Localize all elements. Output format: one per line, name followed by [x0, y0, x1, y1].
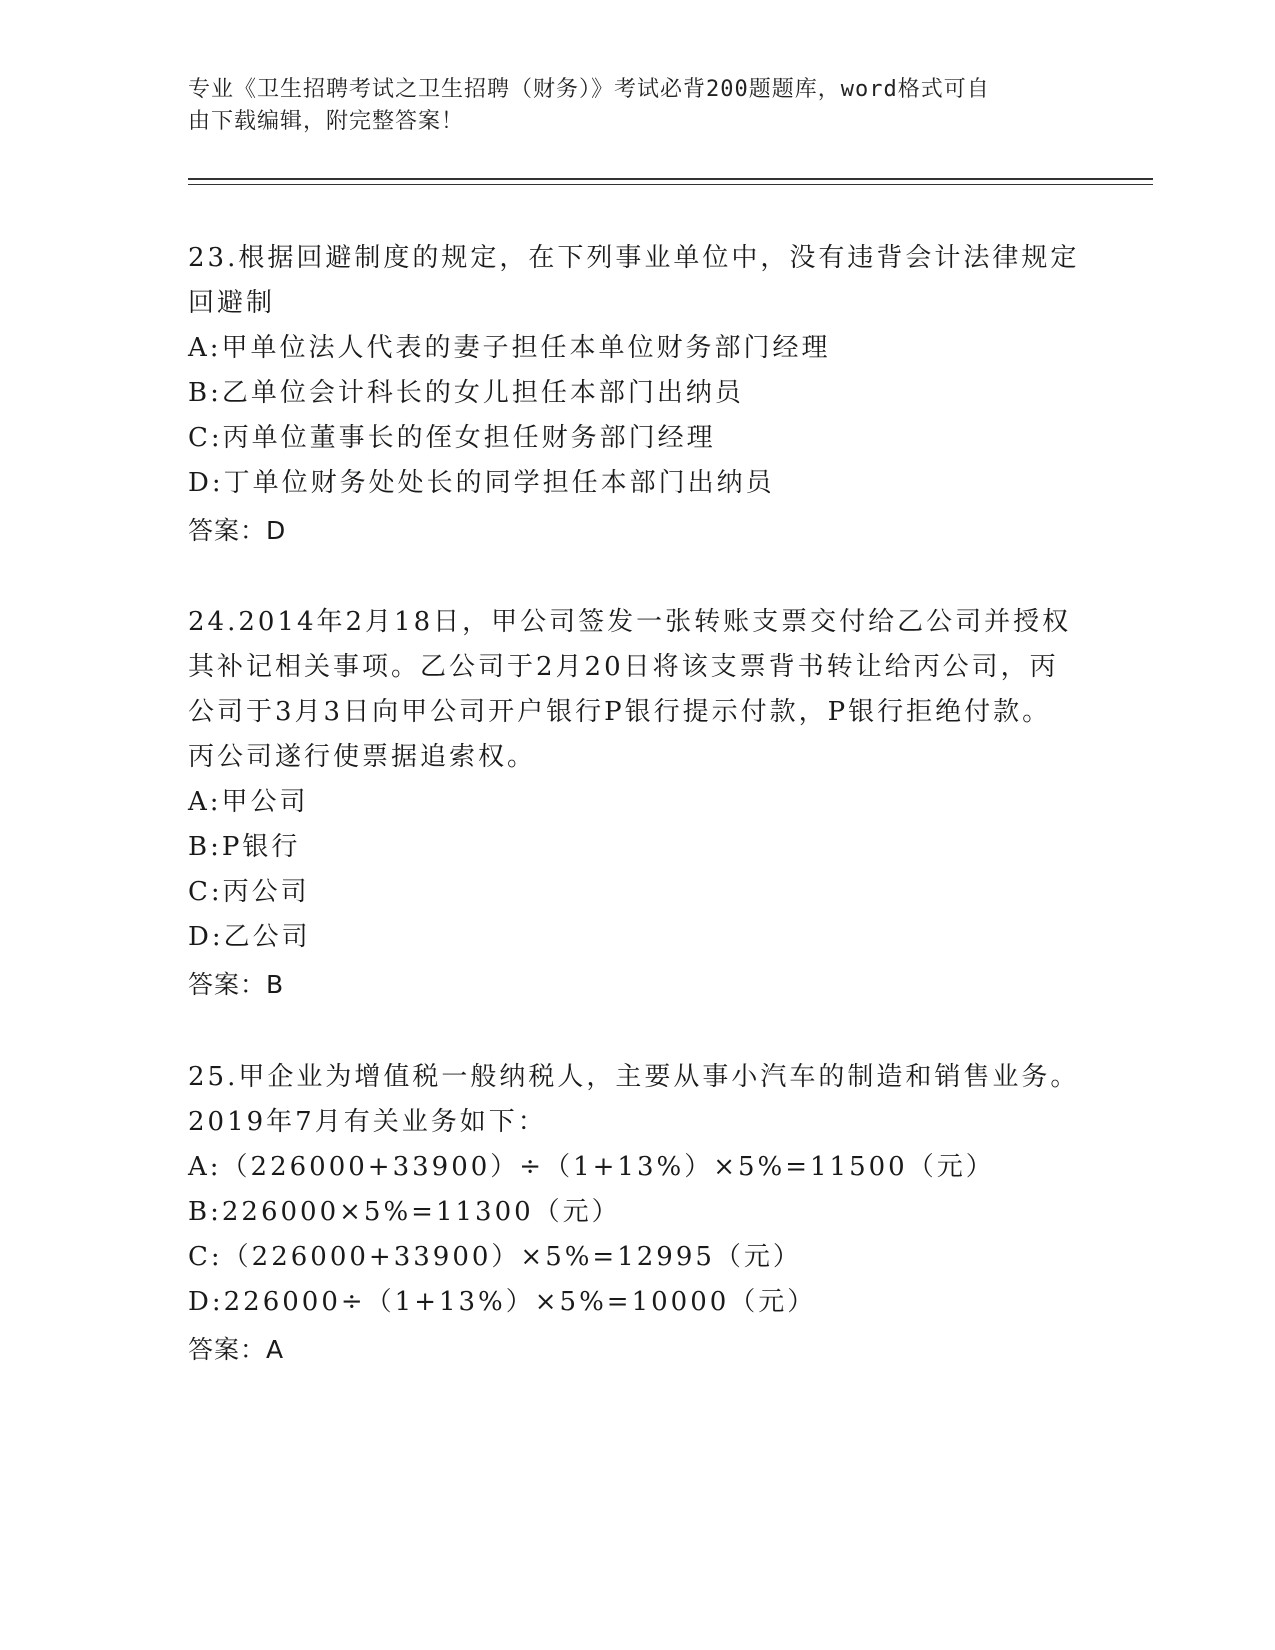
option-letter: C:: [188, 423, 223, 453]
option-text: 乙公司: [223, 922, 311, 952]
option-letter: B:: [188, 832, 222, 862]
stem-line: 公司于3月3日向甲公司开户银行P银行提示付款，P银行拒绝付款。: [188, 697, 1052, 727]
option-letter: D:: [188, 922, 224, 952]
option-text: P银行: [221, 832, 301, 862]
header-divider: [188, 184, 1153, 185]
option-letter: A:: [188, 333, 222, 363]
option-letter: B:: [188, 378, 222, 408]
header-line: 由下载编辑，附完整答案！: [188, 109, 465, 134]
stem-line: 2019年7月有关业务如下：: [188, 1107, 547, 1137]
option-letter: D:: [188, 468, 224, 498]
option-text: （226000+33900）×5%=12995（元）: [222, 1242, 802, 1272]
option-letter: B:: [188, 1197, 222, 1227]
option-d: [188, 1280, 1088, 1325]
option-d: [188, 461, 1088, 506]
header-divider: [188, 178, 1153, 180]
question-stem: [188, 236, 1088, 326]
option-b: [188, 825, 1088, 870]
option-b: [188, 1190, 1088, 1235]
option-letter: D:: [188, 1287, 224, 1317]
question-25: [188, 1055, 1088, 1372]
option-c: [188, 870, 1088, 915]
header-line: 专业《卫生招聘考试之卫生招聘（财务）》考试必背200题题库，word格式可自: [188, 77, 990, 102]
answer-label: 答案：A: [188, 1335, 285, 1364]
option-text: 甲单位法人代表的妻子担任本单位财务部门经理: [221, 333, 831, 363]
option-text: （226000+33900）÷（1+13%）×5%=11500（元）: [221, 1152, 995, 1182]
option-letter: C:: [188, 1242, 223, 1272]
option-text: 丙公司: [222, 877, 310, 907]
question-23: [188, 236, 1088, 553]
stem-line: 24.2014年2月18日，甲公司签发一张转账支票交付给乙公司并授权: [188, 607, 1072, 637]
option-b: [188, 371, 1088, 416]
option-d: [188, 915, 1088, 960]
option-a: [188, 326, 1088, 371]
option-text: 丙单位董事长的侄女担任财务部门经理: [222, 423, 716, 453]
question-24: [188, 600, 1088, 1007]
option-letter: C:: [188, 877, 223, 907]
option-letter: A:: [188, 1152, 222, 1182]
stem-line: 丙公司遂行使票据追索权。: [188, 742, 537, 772]
option-text: 226000÷（1+13%）×5%=10000（元）: [223, 1287, 817, 1317]
question-stem: [188, 600, 1088, 780]
document-header: [188, 74, 1078, 138]
option-letter: A:: [188, 787, 222, 817]
question-stem: [188, 1055, 1088, 1145]
option-c: [188, 1235, 1088, 1280]
stem-line: 回避制: [188, 288, 276, 318]
stem-line: 其补记相关事项。乙公司于2月20日将该支票背书转让给丙公司，丙: [188, 652, 1059, 682]
answer-label: 答案：D: [188, 516, 287, 545]
option-a: [188, 1145, 1088, 1190]
option-text: 丁单位财务处处长的同学担任本部门出纳员: [223, 468, 775, 498]
option-text: 甲公司: [221, 787, 309, 817]
option-a: [188, 780, 1088, 825]
option-text: 乙单位会计科长的女儿担任本部门出纳员: [221, 378, 744, 408]
stem-line: 25.甲企业为增值税一般纳税人，主要从事小汽车的制造和销售业务。: [188, 1062, 1080, 1092]
option-text: 226000×5%=11300（元）: [221, 1197, 621, 1227]
answer-label: 答案：B: [188, 970, 285, 999]
stem-line: 23.根据回避制度的规定，在下列事业单位中，没有违背会计法律规定: [188, 243, 1080, 273]
option-c: [188, 416, 1088, 461]
